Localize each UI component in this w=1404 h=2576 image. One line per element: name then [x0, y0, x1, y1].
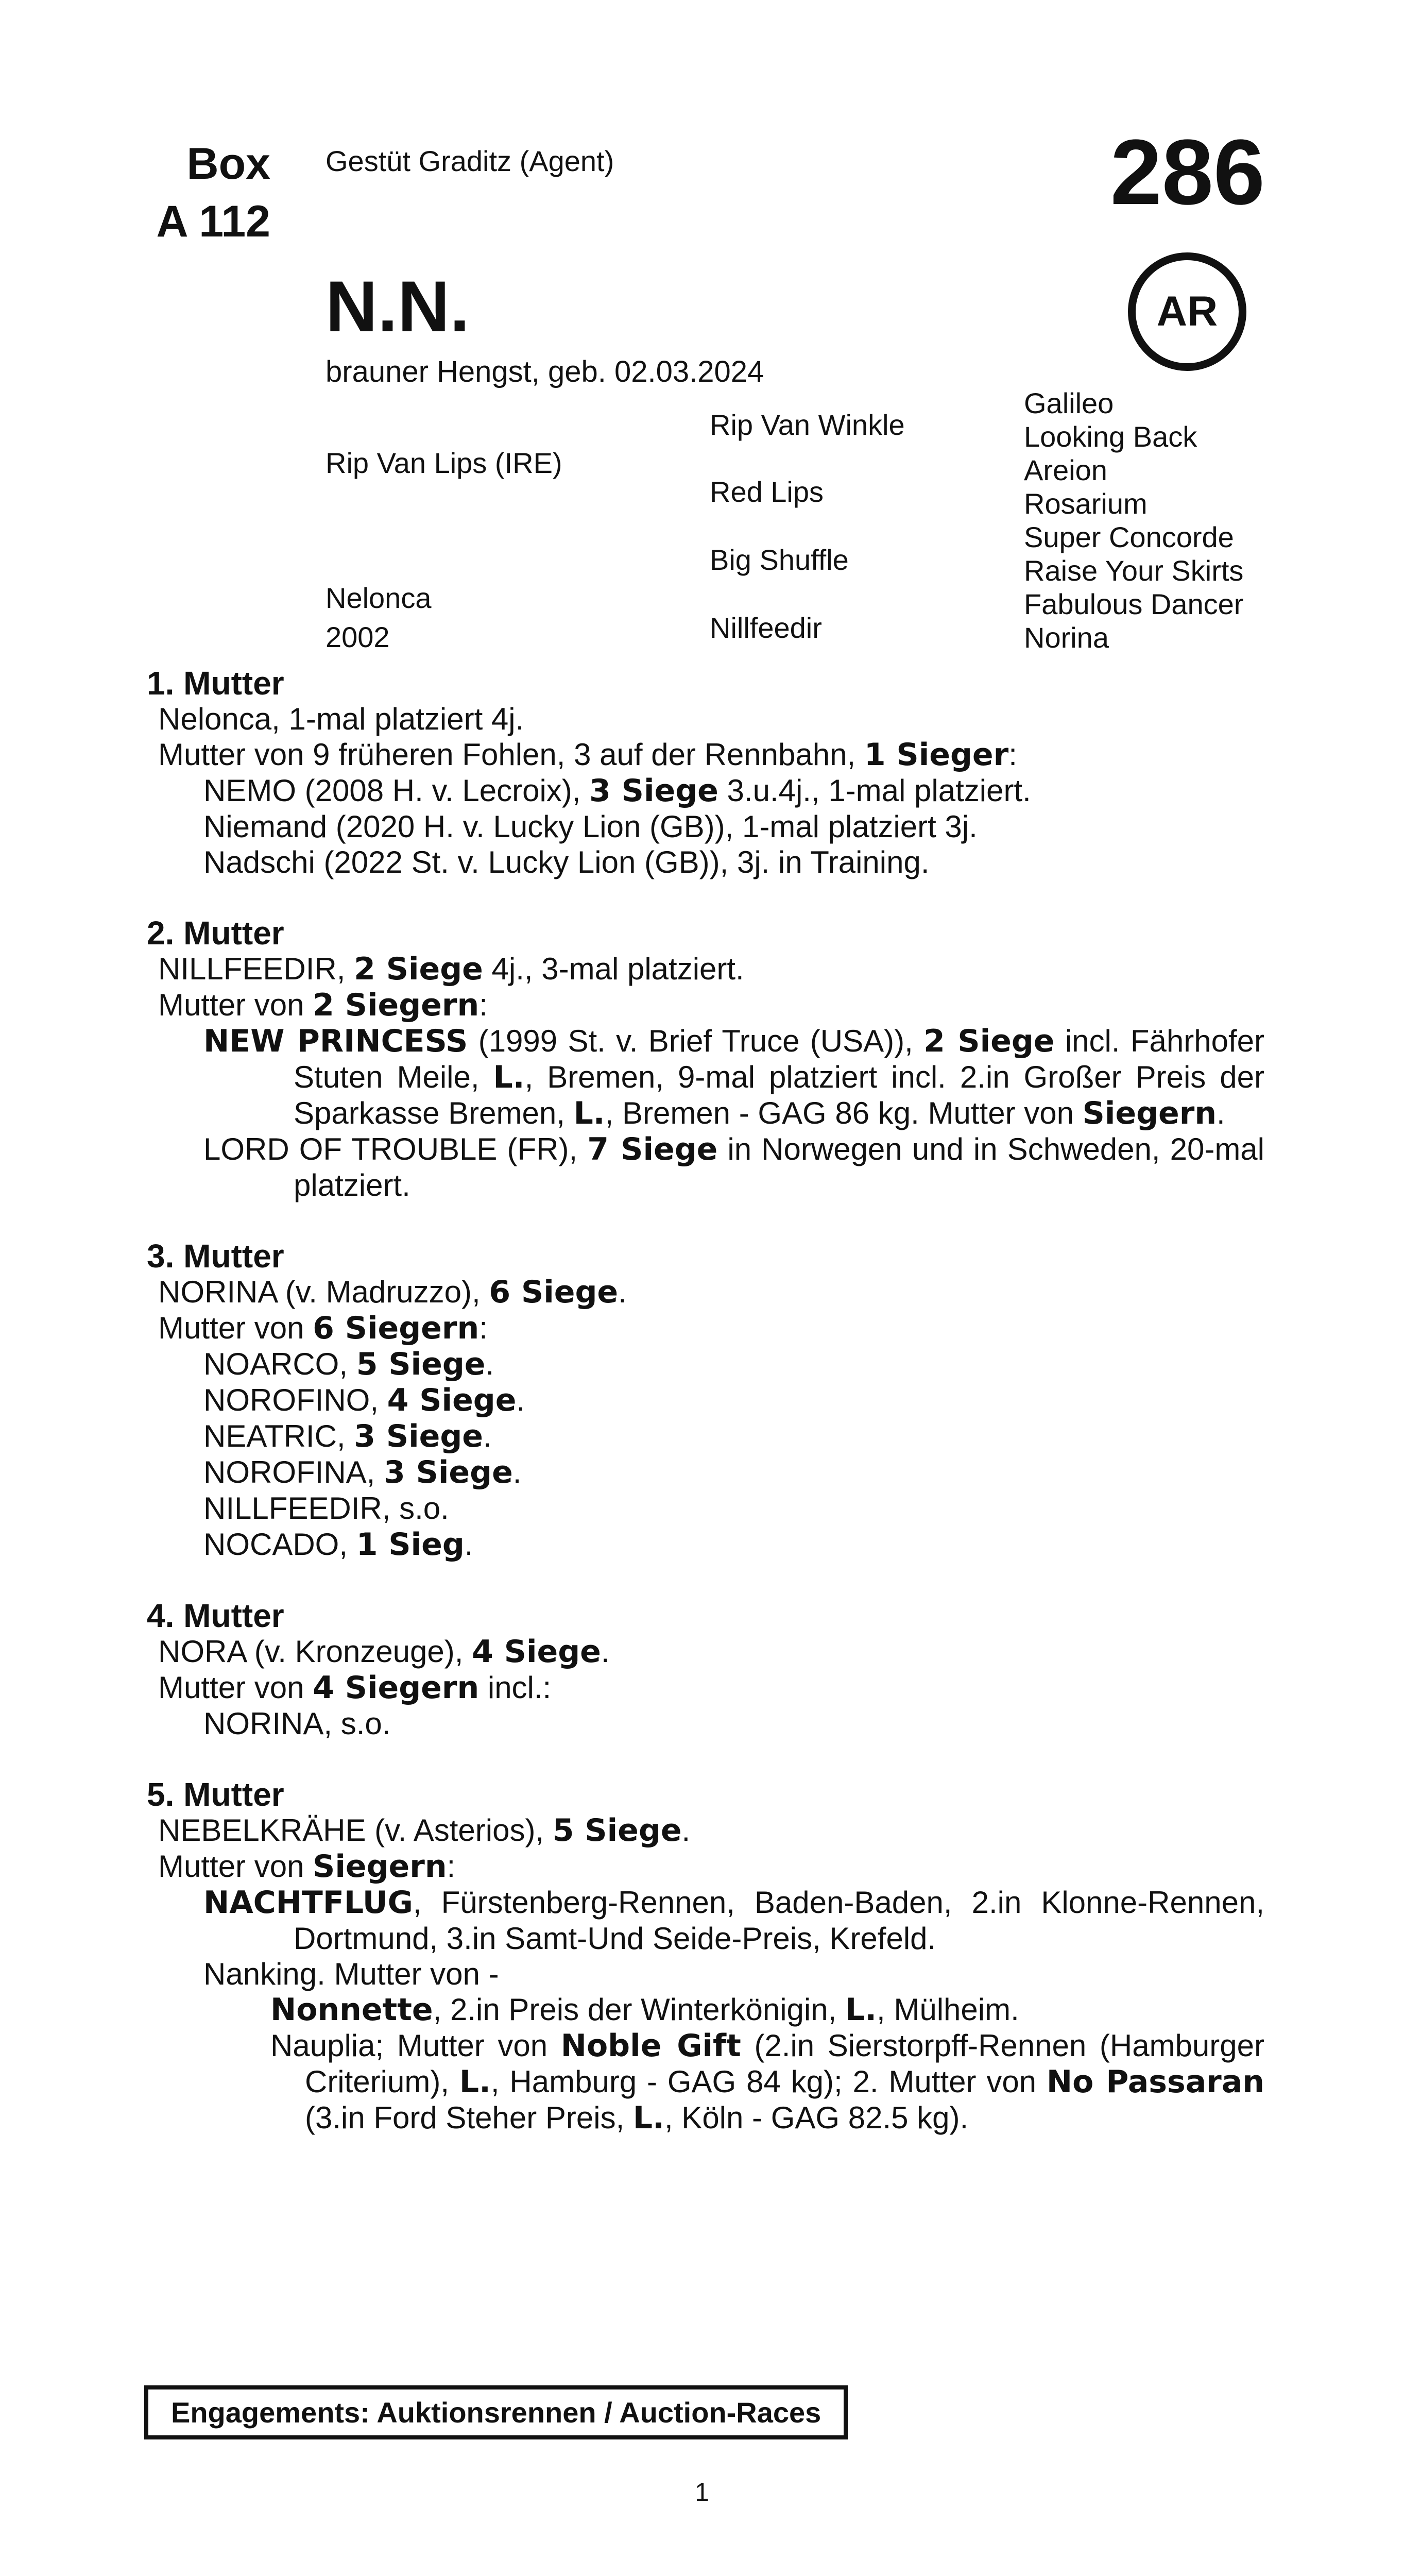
offspring-nemo: NEMO (2008 H. v. Lecroix), 3 Siege 3.u.4j., 1-mal platziert. — [203, 773, 1031, 809]
gg-8: Norina — [1024, 621, 1109, 654]
ar-badge-label: AR — [1156, 288, 1218, 335]
family-body — [147, 666, 1264, 2136]
pedigree-sire-sire: Rip Van Winkle — [710, 409, 905, 441]
offspring-niemand: Niemand (2020 H. v. Lucky Lion (GB)), 1-mal platziert 3j. — [203, 809, 978, 844]
offspring-nanking: Nanking. Mutter von - — [203, 1957, 499, 1991]
gg-1: Galileo — [1024, 387, 1114, 419]
pedigree-dam: Nelonca — [326, 582, 432, 614]
mutter-5-produce: Mutter von Siegern: — [158, 1849, 456, 1885]
mutter-5-heading: 5. Mutter — [147, 1776, 284, 1813]
mutter-3-heading: 3. Mutter — [147, 1238, 284, 1275]
ar-badge — [1128, 252, 1246, 371]
mutter-4-heading: 4. Mutter — [147, 1597, 284, 1634]
gg-7: Fabulous Dancer — [1024, 588, 1244, 620]
box-label — [147, 135, 270, 250]
pedigree-sire: Rip Van Lips (IRE) — [326, 447, 562, 479]
gg-2: Looking Back — [1024, 420, 1197, 453]
mutter-2-heading: 2. Mutter — [147, 914, 284, 952]
gg-6: Raise Your Skirts — [1024, 554, 1244, 587]
mutter-3-line: NORINA (v. Madruzzo), 6 Siege. — [158, 1274, 627, 1310]
offspring-nauplia: Nauplia; Mutter von Noble Gift (2.in Sierstorpff-Rennen (Hamburger Criterium), L., Hamburg - GAG 84 kg); 2. Mutter von No Passaran (3.in Ford Steher Preis, L., Köln - GAG 82.5 kg). — [270, 2028, 1264, 2136]
pedigree-sire-dam: Red Lips — [710, 476, 824, 508]
offspring-nachtflug: NACHTFLUG, Fürstenberg-Rennen, Baden-Baden, 2.in Klonne-Rennen, Dortmund, 3.in Samt-Und Seide-Preis, Krefeld. — [203, 1885, 1264, 1956]
consignor: Gestüt Graditz (Agent) — [326, 145, 614, 177]
list-item: NILLFEEDIR, s.o. — [203, 1491, 449, 1526]
gg-3: Areion — [1024, 454, 1107, 486]
box-title: Box — [186, 139, 270, 189]
box-number: A 112 — [156, 197, 270, 246]
pedigree-dam-sire: Big Shuffle — [710, 544, 849, 576]
offspring-norina: NORINA, s.o. — [203, 1706, 391, 1741]
offspring-new-princess: NEW PRINCESS (1999 St. v. Brief Truce (USA)), 2 Siege incl. Fährhofer Stuten Meile, L., Bremen, 9-mal platziert incl. 2.in Großer Preis der Sparkasse Bremen, L., Bremen - GAG 86 kg. Mutter von Siegern. — [203, 1023, 1265, 1131]
list-item: NOROFINA, 3 Siege. — [203, 1454, 522, 1490]
list-item: NOCADO, 1 Sieg. — [203, 1527, 473, 1563]
lot-number: 286 — [1110, 121, 1265, 224]
gg-4: Rosarium — [1024, 487, 1148, 520]
mutter-5-line: NEBELKRÄHE (v. Asterios), 5 Siege. — [158, 1812, 691, 1849]
offspring-lord-of-trouble: LORD OF TROUBLE (FR), 7 Siege in Norwegen und in Schweden, 20-mal platziert. — [203, 1131, 1264, 1202]
mutter-4-line: NORA (v. Kronzeuge), 4 Siege. — [158, 1634, 610, 1670]
mutter-1-line: Nelonca, 1-mal platziert 4j. — [158, 702, 524, 736]
gg-5: Super Concorde — [1024, 521, 1234, 553]
horse-name: N.N. — [326, 266, 470, 347]
pedigree-dam-dam: Nillfeedir — [710, 612, 822, 644]
mutter-2-line: NILLFEEDIR, 2 Siege 4j., 3-mal platziert. — [158, 951, 744, 987]
offspring-nadschi: Nadschi (2022 St. v. Lucky Lion (GB)), 3j. in Training. — [203, 845, 930, 879]
pedigree-great-grandparents — [1024, 386, 1243, 654]
page-number: 1 — [695, 2478, 709, 2506]
mutter-4-produce: Mutter von 4 Siegern incl.: — [158, 1670, 552, 1706]
mutter-1-produce: Mutter von 9 früheren Fohlen, 3 auf der Rennbahn, 1 Sieger: — [158, 737, 1017, 773]
offspring-nonnette: Nonnette, 2.in Preis der Winterkönigin, L., Mülheim. — [270, 1992, 1019, 2028]
mutter-3-produce: Mutter von 6 Siegern: — [158, 1310, 488, 1346]
engagements-box: Engagements: Auktionsrennen / Auction-Races — [144, 2385, 848, 2439]
list-item: NEATRIC, 3 Siege. — [203, 1418, 492, 1454]
mutter-2-produce: Mutter von 2 Siegern: — [158, 987, 488, 1023]
mutter-1-heading: 1. Mutter — [147, 665, 284, 702]
list-item: NOROFINO, 4 Siege. — [203, 1382, 525, 1418]
pedigree-dam-year: 2002 — [326, 621, 390, 653]
horse-description: brauner Hengst, geb. 02.03.2024 — [326, 355, 764, 388]
list-item: NOARCO, 5 Siege. — [203, 1346, 494, 1382]
